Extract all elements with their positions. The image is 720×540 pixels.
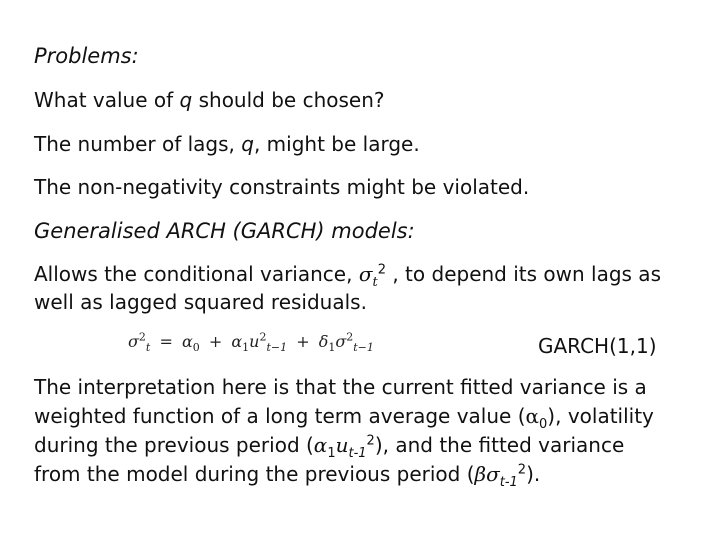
interp-line-1: The interpretation here is that the current fitted variance is a — [34, 375, 647, 399]
question-q-choice — [34, 86, 385, 114]
eq-delta1: δ — [318, 332, 329, 351]
interp-l4-after: ). — [526, 462, 541, 486]
interp-line-2 — [34, 402, 714, 431]
interp-l2-after: ), volatility — [547, 404, 654, 428]
garch-equation — [128, 330, 374, 354]
eq-lhs-sup: 2 — [138, 330, 146, 344]
eq-sigma-lag-sub: t−1 — [353, 341, 374, 355]
garch-model-label: GARCH(1,1) — [538, 334, 657, 358]
eq-alpha0: α — [181, 332, 193, 351]
interp-l3-before: during the previous period ( — [34, 433, 314, 457]
eq-u: u — [249, 332, 260, 351]
eq-lhs-sigma: σ — [128, 332, 139, 351]
q2-after: , might be large. — [253, 132, 420, 156]
allows-line-2: well as lagged squared residuals. — [34, 290, 367, 314]
interp-l3-u: u — [335, 433, 349, 457]
garch-heading: Generalised ARCH (GARCH) models: — [34, 219, 415, 243]
interp-l2-before: weighted function of a long term average value ( — [34, 404, 526, 428]
q1-after: should be chosen? — [192, 88, 385, 112]
eq-sigma-lag: σ — [335, 332, 347, 351]
interp-line-4 — [34, 460, 714, 489]
interp-l3-alpha-sub: 1 — [327, 446, 336, 461]
interp-l4-before: from the model during the previous period ( — [34, 462, 475, 486]
eq-alpha1: α — [231, 332, 243, 351]
sigma-symbol: σ — [358, 262, 373, 286]
q1-before: What value of — [34, 88, 180, 112]
eq-lhs-sub: t — [145, 341, 151, 355]
interp-l2-alpha: α — [525, 404, 540, 428]
q2-var: q — [241, 132, 254, 156]
allows-before: Allows the conditional variance, — [34, 262, 359, 286]
interp-l4-sup: 2 — [517, 462, 527, 478]
interp-l3-after: ), and the fitted variance — [374, 433, 625, 457]
interp-l2-alpha-sub: 0 — [539, 417, 548, 432]
q2-before: The number of lags, — [34, 132, 242, 156]
interp-l3-u-sup: 2 — [366, 433, 375, 449]
eq-u-sub: t−1 — [266, 341, 288, 355]
eq-delta1-sub: 1 — [328, 341, 336, 355]
interp-l4-sub: t-1 — [499, 475, 518, 490]
q1-var: q — [179, 88, 193, 112]
eq-equals: = — [159, 332, 173, 351]
interpretation-paragraph — [34, 373, 714, 489]
interp-line-3 — [34, 431, 714, 460]
eq-sigma-lag-sup: 2 — [346, 330, 354, 344]
interp-l3-u-sub: t-1 — [348, 446, 367, 461]
interp-l4-beta-sigma: βσ — [474, 462, 500, 486]
allows-line-1 — [34, 260, 661, 288]
eq-plus-2: + — [296, 332, 310, 351]
eq-alpha1-sub: 1 — [242, 341, 250, 355]
lags-large-note — [34, 130, 420, 158]
non-negativity-note: The non-negativity constraints might be violated. — [34, 175, 530, 199]
eq-u-sup: 2 — [259, 330, 267, 344]
sigma-sup: 2 — [377, 262, 386, 278]
sigma-sub: t — [372, 275, 378, 290]
eq-alpha0-sub: 0 — [192, 341, 200, 355]
eq-plus-1: + — [208, 332, 223, 351]
interp-l3-alpha: α — [313, 433, 328, 457]
problems-heading: Problems: — [34, 44, 139, 68]
allows-after: , to depend its own lags as — [385, 262, 661, 286]
